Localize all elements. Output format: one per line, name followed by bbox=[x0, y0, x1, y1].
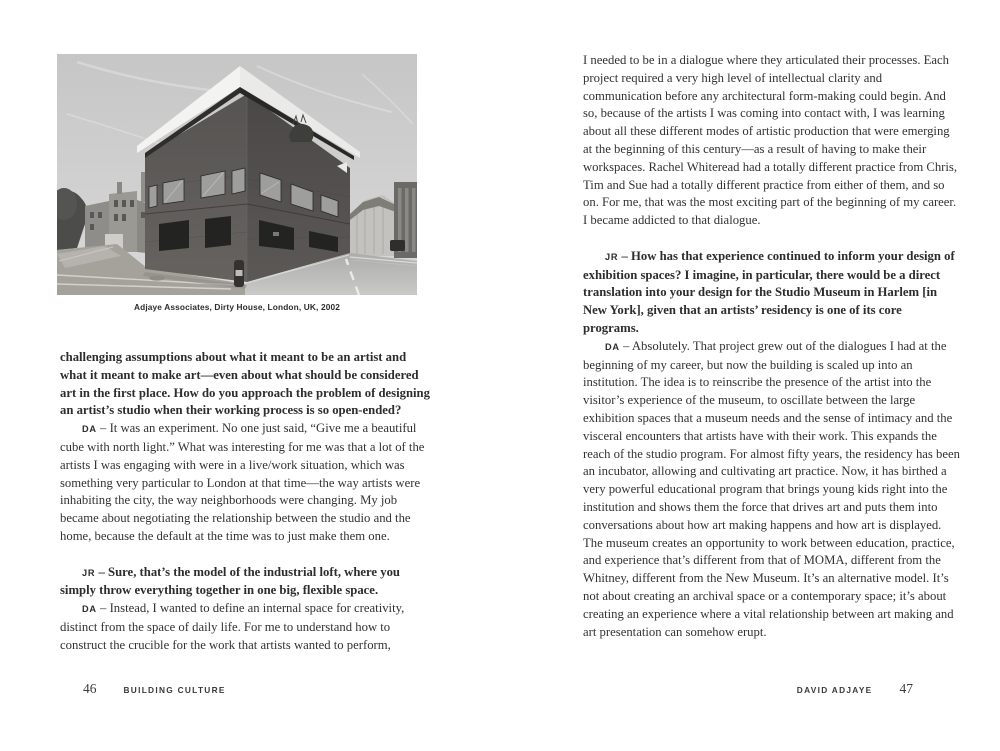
photo-caption: Adjaye Associates, Dirty House, London, UK, 2002 bbox=[133, 302, 341, 312]
dialogue-paragraph-da: DA – Absolutely. That project grew out of the dialogues I had at the beginning of my career, but now the building is scaled up into an institution. The idea is to reinscribe the presence of the artist into the visitor’s experience of the museum, to oscillate between the large exhibition spaces that a museum needs and the sense of intimacy and the visceral encounters that artists have with their work. This expands the reach of the studio program. For almost fifty years, the residency has been an incubator, allowing and cultivating art practice. Now, it has birthed a very powerful educational program that brings young kids right into the institution and shows them the force that drives art and puts them into conversations about how art making happens and how art is displayed. The museum creates an opportunity to work between education, practice, and experience that’s different from that of MOMA, different from the Whitney, different from the New Museum. It’s an alternative model. It’s not about creating an archival space or a contemporary space; it’s about creating an experience where a vital relationship between art making and art presentation can somehow erupt. bbox=[583, 338, 960, 639]
dialogue-paragraph-da: DA – Instead, I wanted to define an internal space for creativity, distinct from the space of daily life. For me to understand how to construct the crucible for the work that artists wanted to perform, bbox=[60, 601, 405, 652]
paragraph: I needed to be in a dialogue where they articulated their processes. Each project required a very high level of intellectual clarity and communication before any architectural form-making could begin. And so, because of the artists I was coming into contact with, I was learning about all these different modes of artistic production that were emerging at the beginning of this century—as a result of having to make their workspaces. Rachel Whiteread had a totally different practice from Chris, Tim and Sue had a totally different practice from either of them, and so on. For me, that was the most exciting part of the beginning of my career. I became addicted to that dialogue. bbox=[583, 53, 958, 228]
speaker-label: DA bbox=[605, 341, 620, 352]
left-running-title: BUILDING CULTURE bbox=[123, 685, 226, 695]
dialogue-paragraph-da: DA – It was an experiment. No one just said, “Give me a beautiful cube with north light.” What was interesting for me was that a lot of the artists I was engaging with were in a live/work situation, which was something very particular to London at that time—the way artists were inhabiting the city, the way neighborhoods were changing. My job became about negotiating the relationship between the studio and the home, because the default at the time was to just make them one. bbox=[60, 421, 425, 543]
right-page-number: 47 bbox=[899, 681, 913, 696]
dirty-house-photo bbox=[57, 54, 417, 295]
left-page-number: 46 bbox=[83, 681, 97, 696]
dialogue-paragraph-jr: JR – How has that experience continued to inform your design of exhibition spaces? I imagine, in particular, there would be a direct translation into your design for the Studio Museum in Harlem [in New York], given that an artists’ residency is one of its core programs. bbox=[583, 248, 955, 335]
speaker-label: JR bbox=[82, 567, 96, 578]
paragraph: challenging assumptions about what it meant to be an artist and what it meant to make art—even about what should be considered art in the first place. How do you approach the problem of designing an artist’s studio when their working process is so open-ended? bbox=[60, 350, 430, 418]
left-page-footer bbox=[83, 681, 226, 697]
right-running-title: DAVID ADJAYE bbox=[796, 685, 873, 695]
dirty-house-photo-art bbox=[57, 54, 417, 295]
speaker-label: DA bbox=[82, 604, 97, 615]
left-page-text-column bbox=[60, 349, 436, 655]
speaker-label: DA bbox=[82, 424, 97, 435]
photo-bollard bbox=[234, 260, 244, 287]
right-page-footer bbox=[797, 681, 913, 697]
right-page-text-column bbox=[583, 52, 960, 641]
dialogue-paragraph-jr: JR – Sure, that’s the model of the industrial loft, where you simply throw everything together in one big, flexible space. bbox=[60, 564, 400, 598]
speaker-label: JR bbox=[605, 251, 619, 262]
